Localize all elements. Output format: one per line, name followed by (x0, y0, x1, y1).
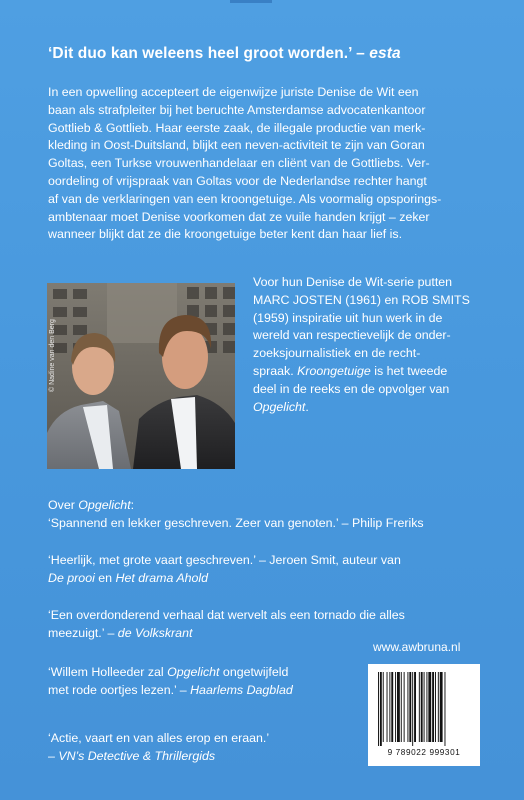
bio-line: deel in de reeks en de opvolger van (253, 381, 450, 396)
barcode-bar (419, 672, 420, 742)
barcode-bar (428, 672, 431, 742)
review-text: en (94, 570, 116, 585)
barcode-bar (409, 672, 411, 742)
barcode-bars (376, 672, 472, 746)
review-source: VN’s Detective & Thrillergids (58, 748, 216, 763)
review-text: Over (48, 498, 79, 512)
barcode-bar (389, 672, 390, 742)
barcode-bar (378, 672, 379, 746)
review-text: ‘Willem Holleeder zal (48, 665, 168, 679)
blurb-paragraph (48, 84, 488, 244)
book-title: Opgelicht (167, 665, 220, 679)
review-text: meezuigt.’ – (48, 625, 118, 640)
barcode-bar (440, 672, 443, 742)
review-block-4 (48, 664, 368, 700)
barcode-bar (404, 672, 405, 742)
review-text: met rode oortjes lezen.’ – (48, 682, 191, 697)
review-block-3 (48, 607, 488, 643)
bio-line (253, 363, 493, 381)
blurb-line: kleding in Oost-Duitsland, blijkt een neven-activiteit te zijn van Goran (48, 138, 425, 153)
bio-line: Voor hun Denise de Wit-serie putten (253, 275, 453, 289)
review-block-2 (48, 552, 488, 588)
review-source: de Volkskrant (117, 625, 193, 640)
book-title: Opgelicht (78, 498, 131, 512)
blurb-line: af van de verklaringen van een kroongetuige. Als voormalig opsporings- (48, 191, 442, 206)
barcode-bar (435, 672, 436, 742)
bio-text: . (305, 399, 309, 414)
barcode-bar (387, 672, 388, 742)
barcode-bar (438, 672, 439, 742)
barcode-bar (445, 672, 446, 746)
review-quote: ‘Actie, vaart en van alles erop en eraan.’ (48, 731, 270, 745)
review-quote (48, 570, 488, 588)
blurb-line: Gottlieb & Gottlieb. Haar eerste zaak, de illegale productie van merk- (48, 120, 426, 135)
blurb-line: ambtenaar moet Denise voorkomen dat ze vuile handen krijgt – zeker (48, 209, 430, 224)
barcode-bar (412, 672, 413, 746)
blurb-line: In een opwelling accepteert de eigenwijze juriste Denise de Wit een (48, 85, 419, 99)
barcode-bar (426, 672, 427, 742)
barcode-bar (395, 672, 396, 742)
barcode-bar (414, 672, 416, 742)
blurb-line: Goltas, een Turkse vrouwenhandelaar en cliënt van de Gottliebs. Ver- (48, 156, 430, 171)
barcode-bar (397, 672, 400, 742)
book-title: Het drama Ahold (115, 570, 209, 585)
bio-line: (1959) inspiratie uit hun werk in de (253, 310, 443, 325)
review-quote (48, 664, 368, 682)
bio-line (253, 399, 493, 417)
book-title: De prooi (48, 570, 95, 585)
review-block-1 (48, 497, 488, 533)
author-photo (47, 283, 235, 469)
author-photo-illustration (47, 283, 235, 469)
review-text: : (130, 498, 135, 512)
barcode-bar (383, 672, 384, 742)
review-text: ongetwijfeld (219, 665, 289, 679)
tagline (48, 45, 401, 63)
barcode-bar (391, 672, 393, 742)
review-quote (48, 748, 368, 766)
book-title: Kroongetuige (297, 363, 371, 378)
top-edge-mark (230, 0, 272, 4)
review-source: Haarlems Dagblad (190, 682, 293, 697)
bio-text: spraak. (253, 363, 298, 378)
review-text: – (48, 748, 59, 763)
isbn-number: 9 789022 999301 (387, 748, 461, 757)
review-quote: ‘Een overdonderend verhaal dat wervelt als een tornado die alles (48, 608, 405, 622)
isbn-barcode (368, 664, 480, 766)
review-quote: ‘Heerlijk, met grote vaart geschreven.’ – Jeroen Smit, auteur van (48, 553, 401, 567)
blurb-line: wanneer blijkt dat ze die kroongetuige beter kent dan haar lief is. (48, 227, 403, 242)
tagline-quote: ‘Dit duo kan weleens heel groot worden.’ – (48, 45, 370, 62)
author-bio (253, 274, 493, 416)
barcode-bar (421, 672, 423, 742)
barcode-bar (424, 672, 425, 742)
barcode-bar (407, 672, 408, 742)
blurb-line: baan als strafpleiter bij het beruchte Amsterdamse advocatenkantoor (48, 102, 426, 117)
bio-line: wereld van respectievelijk de onder- (253, 328, 451, 343)
tagline-source: esta (369, 45, 401, 62)
bio-text: is het tweede (370, 363, 448, 378)
review-quote: ‘Spannend en lekker geschreven. Zeer van genoten.’ – Philip Freriks (48, 515, 424, 530)
barcode-bar (401, 672, 402, 742)
publisher-website: www.awbruna.nl (373, 640, 461, 654)
book-title: Opgelicht (253, 399, 306, 414)
review-quote (48, 682, 368, 700)
review-block-5 (48, 730, 368, 766)
bio-line: zoeksjournalistiek en de recht- (253, 346, 421, 361)
review-heading (48, 497, 488, 515)
photo-credit: © Nadine van den Berg (49, 319, 56, 392)
blurb-line: oordeling of vrijspraak van Goltas voor de Nederlandse rechter hangt (48, 173, 427, 188)
bio-line: MARC JOSTEN (1961) en ROB SMITS (253, 292, 470, 307)
barcode-bar (380, 672, 382, 746)
barcode-bar (432, 672, 434, 742)
